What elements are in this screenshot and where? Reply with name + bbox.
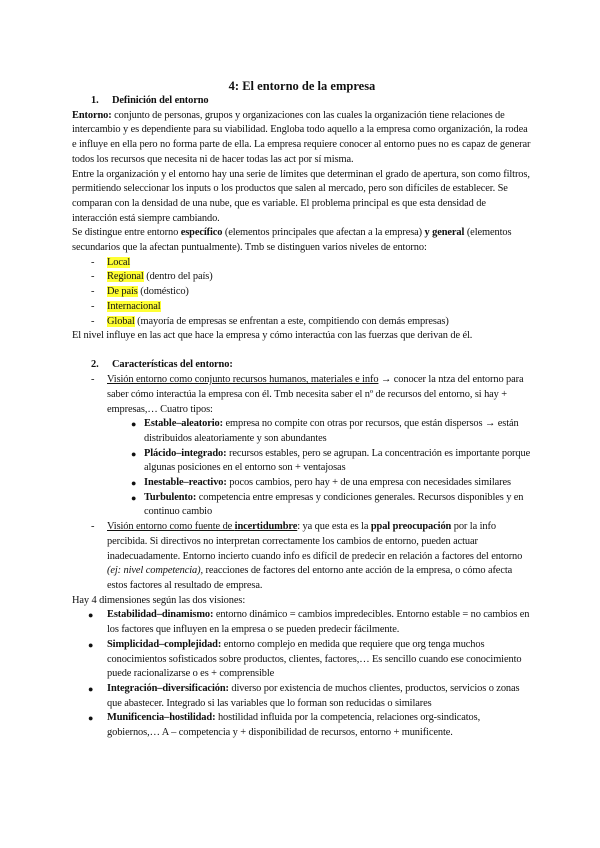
term: Estabilidad–dinamismo: bbox=[107, 609, 214, 621]
text-run: : ya que esta es la bbox=[297, 521, 371, 533]
term: Integración–diversificación: bbox=[107, 682, 229, 694]
underlined-text: Visión entorno como conjunto recursos humanos, materiales e info bbox=[107, 374, 379, 386]
text-run: reacciones de factores del entorno ante acción de la empresa, o cómo afecta estos factores al resultado de empresa. bbox=[107, 565, 513, 591]
bullet-marker: ● bbox=[131, 478, 137, 489]
text-run: (dentro del país) bbox=[143, 271, 213, 283]
italic-text: (ej: nivel competencia), bbox=[107, 565, 203, 577]
bullet-marker: ● bbox=[131, 419, 137, 430]
dash-marker: - bbox=[91, 271, 95, 283]
text-run: entorno dinámico = cambios impredecibles. Entorno estable = no cambios en los factores que influyen en la empresa o se pueden predecir fácilmente. bbox=[107, 609, 530, 636]
types-list bbox=[107, 417, 532, 520]
dash-marker: - bbox=[91, 521, 95, 533]
highlighted-text: Regional bbox=[107, 271, 144, 283]
dimensions-list bbox=[72, 608, 532, 740]
list-item-vision-recursos bbox=[72, 373, 532, 520]
section-1-heading bbox=[72, 94, 532, 109]
term-especifico: específico bbox=[180, 227, 223, 239]
section-title: Definición del entorno bbox=[112, 95, 209, 106]
dash-marker: - bbox=[91, 374, 95, 386]
term: Simplicidad–complejidad: bbox=[107, 638, 222, 650]
text-run: recursos estables, pero se agrupan. La concentración es importante porque algunas posiciones en el entorno son + ventajosas bbox=[144, 447, 531, 474]
dash-marker: - bbox=[91, 300, 95, 312]
paragraph-entorno-definition bbox=[72, 109, 532, 168]
page-title: 4: El entorno de la empresa bbox=[228, 79, 376, 93]
bullet-marker: ● bbox=[88, 639, 94, 650]
bullet-marker: ● bbox=[131, 492, 137, 503]
list-item bbox=[72, 270, 532, 285]
text-run: Se distingue entre entorno bbox=[72, 227, 181, 239]
text-run: pocos cambios, pero hay + de una empresa con necesidades similares bbox=[226, 477, 511, 489]
paragraph-limits: Entre la organización y el entorno hay una serie de límites que determinan el grado de apertura, son como filtros, permitiendo seleccionar los inputs o los productos que salen al mercado, pero son difíciles de establecer. Se comparan con la densidad de una nube, que es variable. El problema principal es que esta densidad de interacción está siempre cambiando. bbox=[72, 168, 530, 224]
list-item bbox=[72, 711, 532, 740]
list-item-vision-incertidumbre bbox=[72, 520, 532, 594]
dash-marker: - bbox=[91, 256, 95, 268]
term-general: y general bbox=[424, 227, 465, 239]
text-run: → conocer la ntza del entorno para saber cómo interactúa la empresa con él. Tmb necesita saber el nº de recursos del entorno, si hay + empresas,… Cuatro tipos: bbox=[107, 374, 524, 415]
term: ppal preocupación bbox=[370, 521, 452, 533]
text-run: diverso por existencia de muchos clientes, productos, servicios o zonas que abastecer. Integrado si las variables que lo forman son reducidas o similares bbox=[107, 682, 520, 709]
list-item bbox=[72, 682, 532, 711]
levels-list bbox=[72, 256, 532, 330]
underlined-bold-term: incertidumbre bbox=[234, 521, 298, 533]
highlighted-text: De país bbox=[107, 286, 138, 298]
text-run: (elementos principales que afectan a la empresa) bbox=[222, 227, 425, 239]
list-item bbox=[107, 476, 532, 491]
visions-list bbox=[72, 373, 532, 594]
term: Inestable–reactivo: bbox=[144, 477, 227, 489]
term: Plácido–integrado: bbox=[144, 447, 227, 459]
section-number: 1. bbox=[91, 95, 99, 106]
term: Entorno: bbox=[72, 109, 112, 121]
text-run: hostilidad influida por la competencia, relaciones org-sindicatos, gobiernos,… A – competencia y + disponibilidad de recursos, entorno + munificente. bbox=[107, 712, 481, 739]
dash-marker: - bbox=[91, 286, 95, 298]
paragraph-level-influence: El nivel influye en las act que hace la empresa y cómo interactúa con las fuerzas que derivan de él. bbox=[72, 330, 473, 342]
list-item bbox=[72, 315, 532, 330]
section-title: Características del entorno: bbox=[112, 359, 233, 371]
list-item bbox=[72, 300, 532, 315]
term: Turbulento: bbox=[144, 491, 197, 503]
text-run: (doméstico) bbox=[137, 286, 189, 298]
text-run: entorno complejo en medida que requiere que org tenga muchos conocimientos sofisticados sobre productos, clientes, factores,… Es sencillo cuando ese conocimiento puede racionalizarse o es + comprensible bbox=[107, 638, 522, 680]
highlighted-text: Internacional bbox=[107, 300, 161, 312]
list-item bbox=[72, 638, 532, 682]
bullet-marker: ● bbox=[88, 683, 94, 694]
list-item bbox=[72, 285, 532, 300]
bullet-marker: ● bbox=[88, 610, 94, 621]
term: Estable–aleatorio: bbox=[144, 418, 224, 430]
document-content bbox=[72, 78, 532, 741]
text-run: (mayoría de empresas se enfrentan a este, compitiendo con demás empresas) bbox=[134, 315, 449, 327]
highlighted-text: Global bbox=[107, 315, 135, 327]
section-2-heading bbox=[72, 358, 532, 373]
list-item bbox=[107, 491, 532, 520]
section-number: 2. bbox=[91, 359, 99, 371]
text-run: competencia entre empresas y condiciones generales. Recursos disponibles y en continuo cambio bbox=[144, 491, 524, 518]
bullet-marker: ● bbox=[88, 713, 94, 724]
term: Munificencia–hostilidad: bbox=[107, 712, 216, 724]
underlined-text: Visión entorno como fuente de bbox=[107, 521, 235, 533]
bullet-marker: ● bbox=[131, 448, 137, 459]
dash-marker: - bbox=[91, 315, 95, 327]
paragraph-entorno-types bbox=[72, 226, 532, 255]
paragraph-text: conjunto de personas, grupos y organizaciones con las cuales la organización tiene relaciones de intercambio y es dependiente para su viabilidad. Engloba todo aquello a la empresa como organización, la rodea e influye en ella pero no forma parte de ella. La empresa requiere conocer al entorno pues no es capaz de generar todos los recursos que necesita ni de hacer todas las act por sí misma. bbox=[72, 109, 531, 165]
list-item bbox=[72, 608, 532, 637]
list-item bbox=[107, 447, 532, 476]
text-run: empresa no compite con otras por recursos, que están dispersos → están distribuidos aleatoriamente y son abundantes bbox=[144, 418, 519, 444]
text-run: por la info percibida. Si directivos no interpretan correctamente los cambios de entorno, pueden actuar inadecuadamente. Entorno incierto cuando info es difícil de predecir en relación a factores del entorno bbox=[107, 521, 523, 562]
paragraph-dimensions-intro: Hay 4 dimensiones según las dos visiones: bbox=[72, 594, 246, 606]
text-run: (elementos secundarios que la afectan puntualmente). Tmb se distinguen varios niveles de entorno: bbox=[72, 227, 512, 254]
list-item bbox=[107, 417, 532, 446]
list-item bbox=[72, 256, 532, 271]
highlighted-text: Local bbox=[107, 256, 131, 268]
